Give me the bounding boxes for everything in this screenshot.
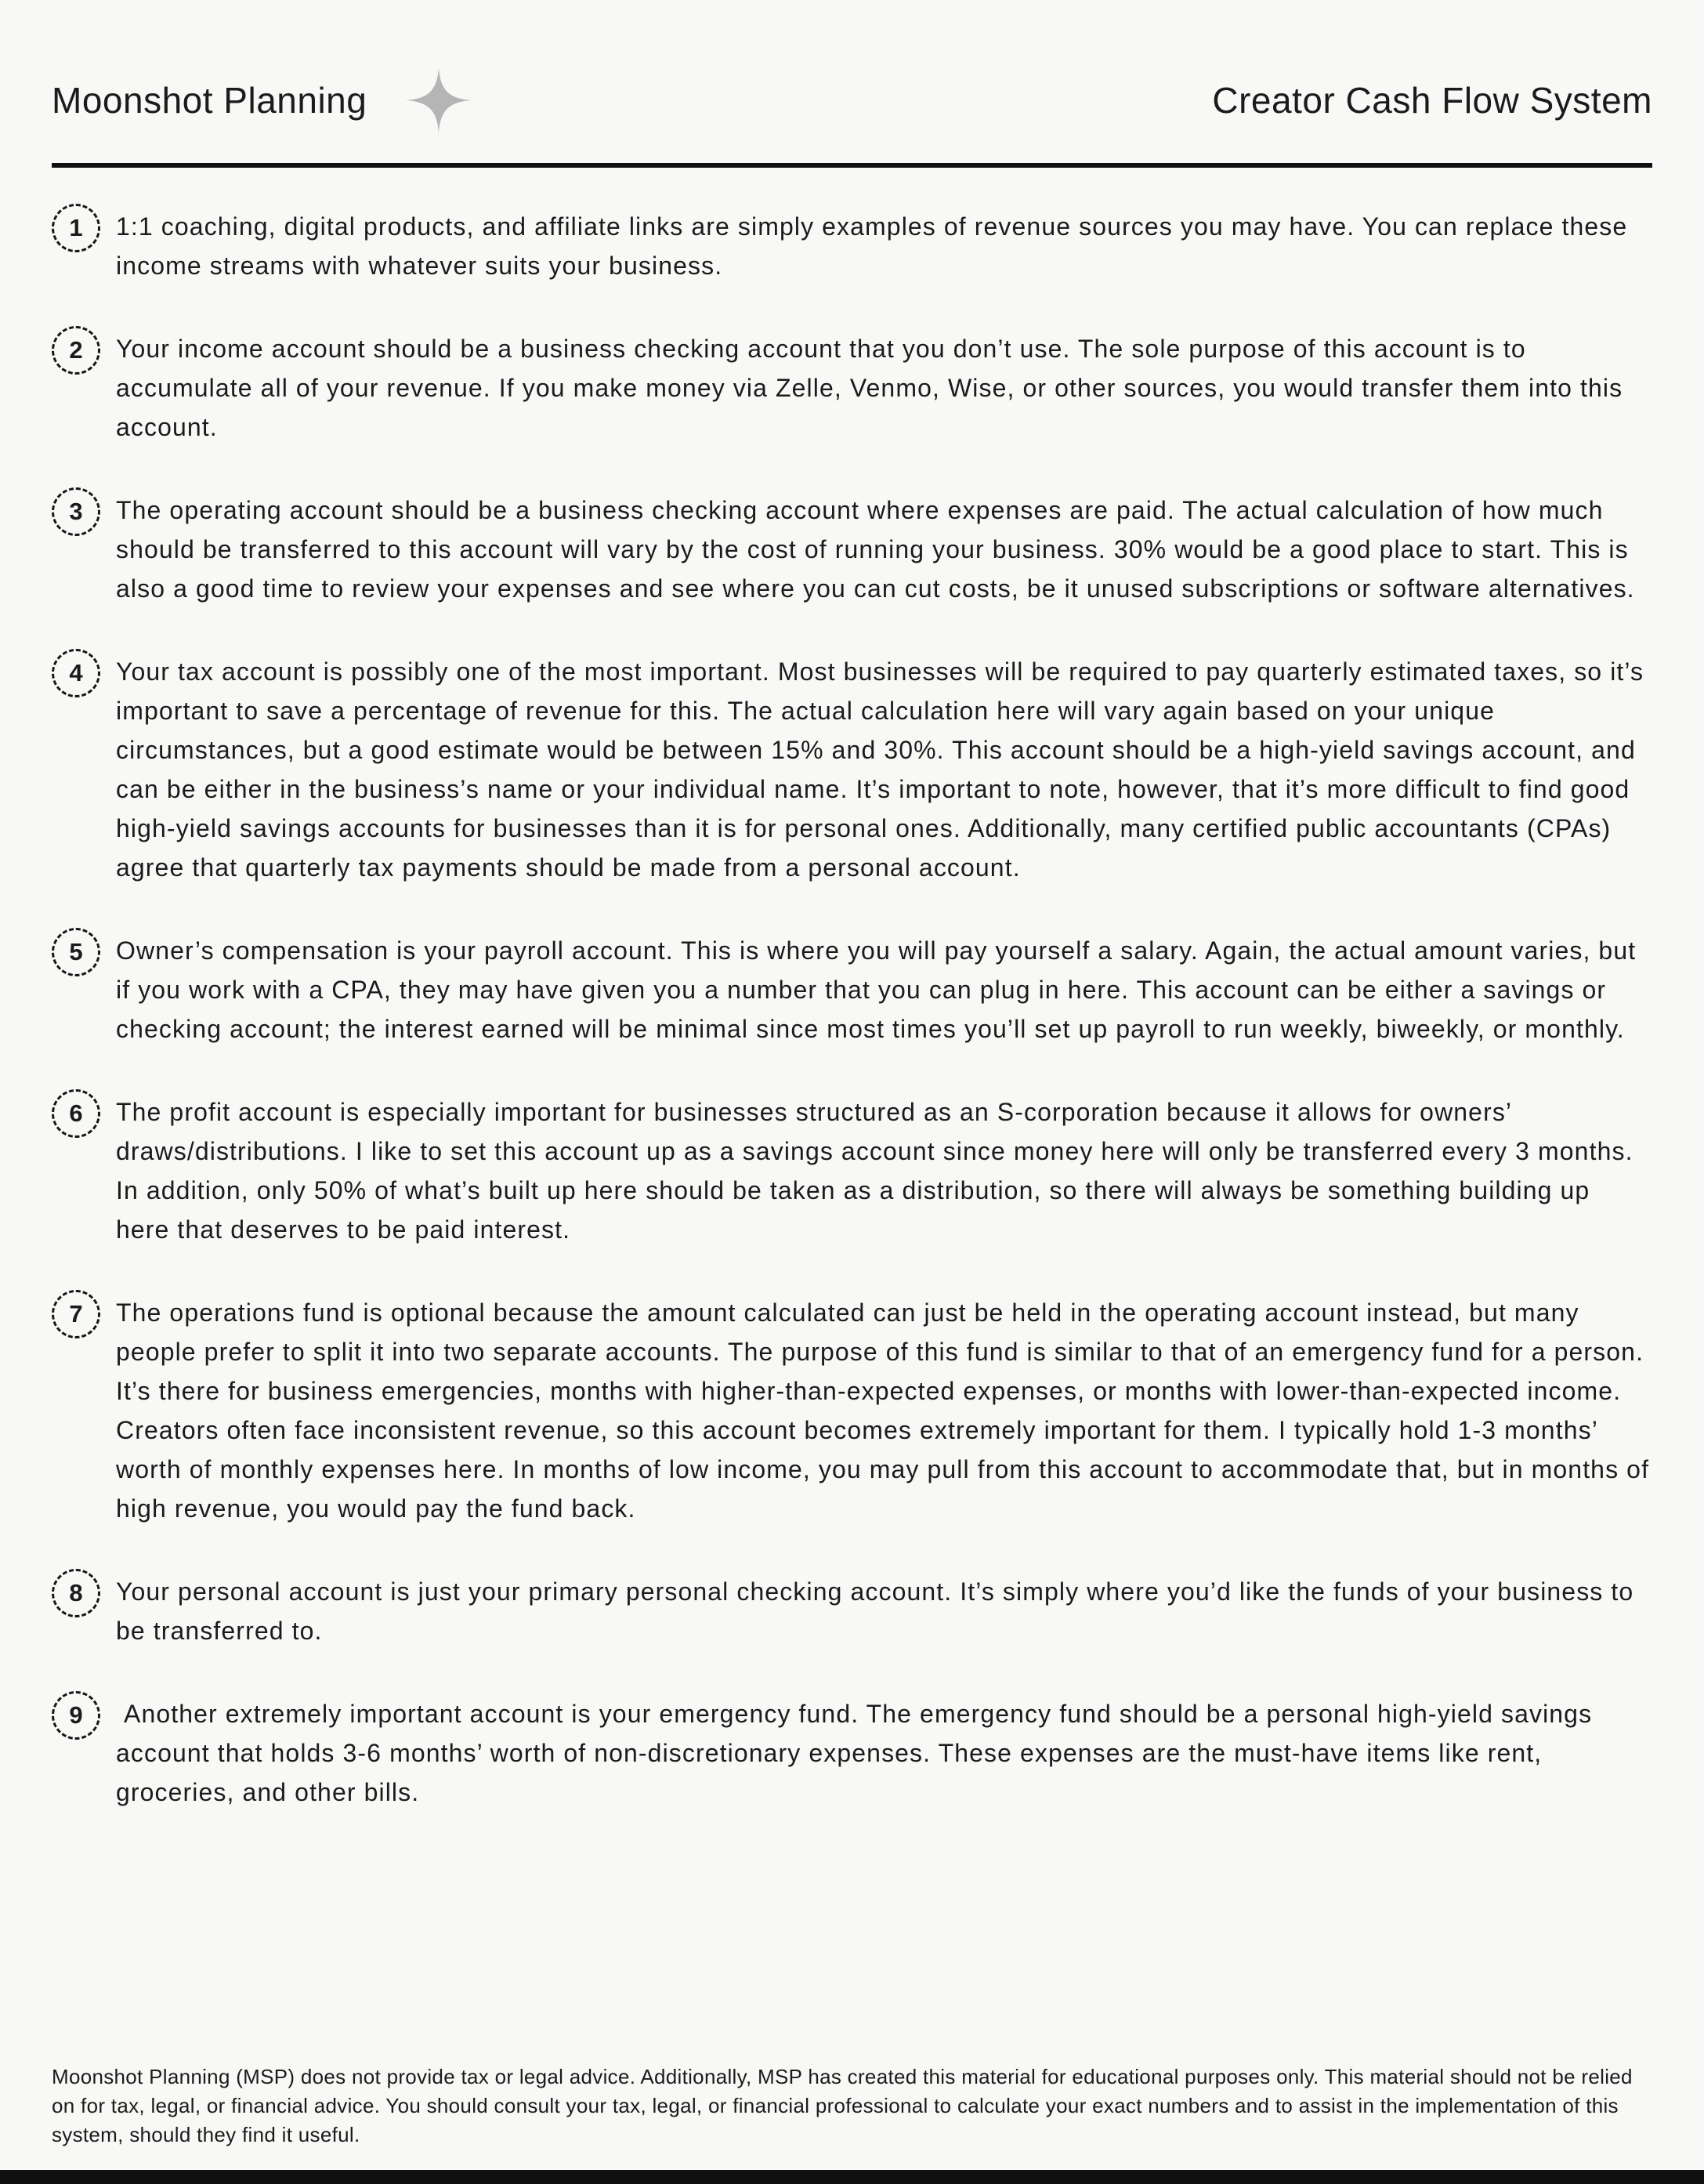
numbered-item-1 (52, 207, 1652, 285)
numbered-item-8 (52, 1572, 1652, 1650)
numbered-item-3 (52, 491, 1652, 608)
item-number-badge: 6 (52, 1089, 100, 1138)
numbered-item-4 (52, 652, 1652, 887)
sparkle-icon (406, 67, 472, 133)
page-title: Creator Cash Flow System (1212, 80, 1652, 121)
item-text: Owner’s compensation is your payroll account. This is where you will pay yourself a salary. Again, the actual amount varies, but if you work with a CPA, they may have given you a number that you can plug in here. This account can be either a savings or checking account; the interest earned will be minimal since most times you’ll set up payroll to run weekly, biweekly, or monthly. (116, 936, 1644, 1043)
header-divider (52, 163, 1652, 168)
item-text: Another extremely important account is your emergency fund. The emergency fund should be a personal high-yield savings account that holds 3-6 months’ worth of non-discretionary expenses. These expenses are the must-have items like rent, groceries, and other bills. (116, 1700, 1601, 1806)
item-text: Your personal account is just your primary personal checking account. It’s simply where you’d like the funds of your business to be transferred to. (116, 1577, 1642, 1645)
footer-bar (0, 2170, 1704, 2184)
item-number-badge: 1 (52, 204, 100, 252)
numbered-item-9 (52, 1694, 1652, 1812)
item-number-badge: 3 (52, 487, 100, 536)
numbered-item-5 (52, 931, 1652, 1049)
item-text: The profit account is especially important for businesses structured as an S-corporation because it allows for owners’ draws/distributions. I like to set this account up as a savings account since money here will only be transferred every 3 months. In addition, only 50% of what’s built up here should be taken as a distribution, so there will always be something building up here that deserves to be paid interest. (116, 1098, 1641, 1244)
legal-disclaimer: Moonshot Planning (MSP) does not provide tax or legal advice. Additionally, MSP has created this material for educational purposes only. This material should not be relied on for tax, legal, or financial advice. You should consult your tax, legal, or financial professional to calculate your exact numbers and to assist in the implementation of this system, should they find it useful. (52, 2065, 1633, 2146)
item-text: 1:1 coaching, digital products, and affiliate links are simply examples of revenue sources you may have. You can replace these income streams with whatever suits your business. (116, 212, 1636, 280)
item-number-badge: 8 (52, 1569, 100, 1617)
item-text: The operations fund is optional because the amount calculated can just be held in the operating account instead, but many people prefer to split it into two separate accounts. The purpose of this fund is similar to that of an emergency fund for a person. It’s there for business emergencies, months with higher-than-expected expenses, or months with lower-than-expected income. Creators often face inconsistent revenue, so this account becomes extremely important for them. I typically hold 1-3 months’ worth of monthly expenses here. In months of low income, you may pull from this account to accommodate that, but in months of high revenue, you would pay the fund back. (116, 1298, 1658, 1523)
item-number-badge: 2 (52, 326, 100, 375)
numbered-item-6 (52, 1092, 1652, 1249)
numbered-item-2 (52, 329, 1652, 447)
numbered-list (0, 207, 1704, 1856)
item-text: Your income account should be a business checking account that you don’t use. The sole purpose of this account is to accumulate all of your revenue. If you make money via Zelle, Venmo, Wise, or other sources, you would transfer them into this account. (116, 335, 1631, 441)
numbered-item-7 (52, 1293, 1658, 1528)
item-number-badge: 7 (52, 1290, 100, 1338)
item-text: Your tax account is possibly one of the most important. Most businesses will be required to pay quarterly estimated taxes, so it’s important to save a percentage of revenue for this. The actual calculation here will vary again based on your unique circumstances, but a good estimate would be between 15% and 30%. This account should be a high-yield savings account, and can be either in the business’s name or your individual name. It’s important to note, however, that it’s more difficult to find good high-yield savings accounts for businesses than it is for personal ones. Additionally, many certified public accountants (CPAs) agree that quarterly tax payments should be made from a personal account. (116, 657, 1652, 882)
item-number-badge: 5 (52, 928, 100, 976)
brand-name: Moonshot Planning (52, 80, 367, 121)
item-number-badge: 9 (52, 1691, 100, 1740)
item-text: The operating account should be a business checking account where expenses are paid. The actual calculation of how much should be transferred to this account will vary by the cost of running your business. 30% would be a good place to start. This is also a good time to review your expenses and see where you can cut costs, be it unused subscriptions or software alternatives. (116, 496, 1637, 603)
item-number-badge: 4 (52, 649, 100, 697)
page-header (0, 67, 1704, 133)
